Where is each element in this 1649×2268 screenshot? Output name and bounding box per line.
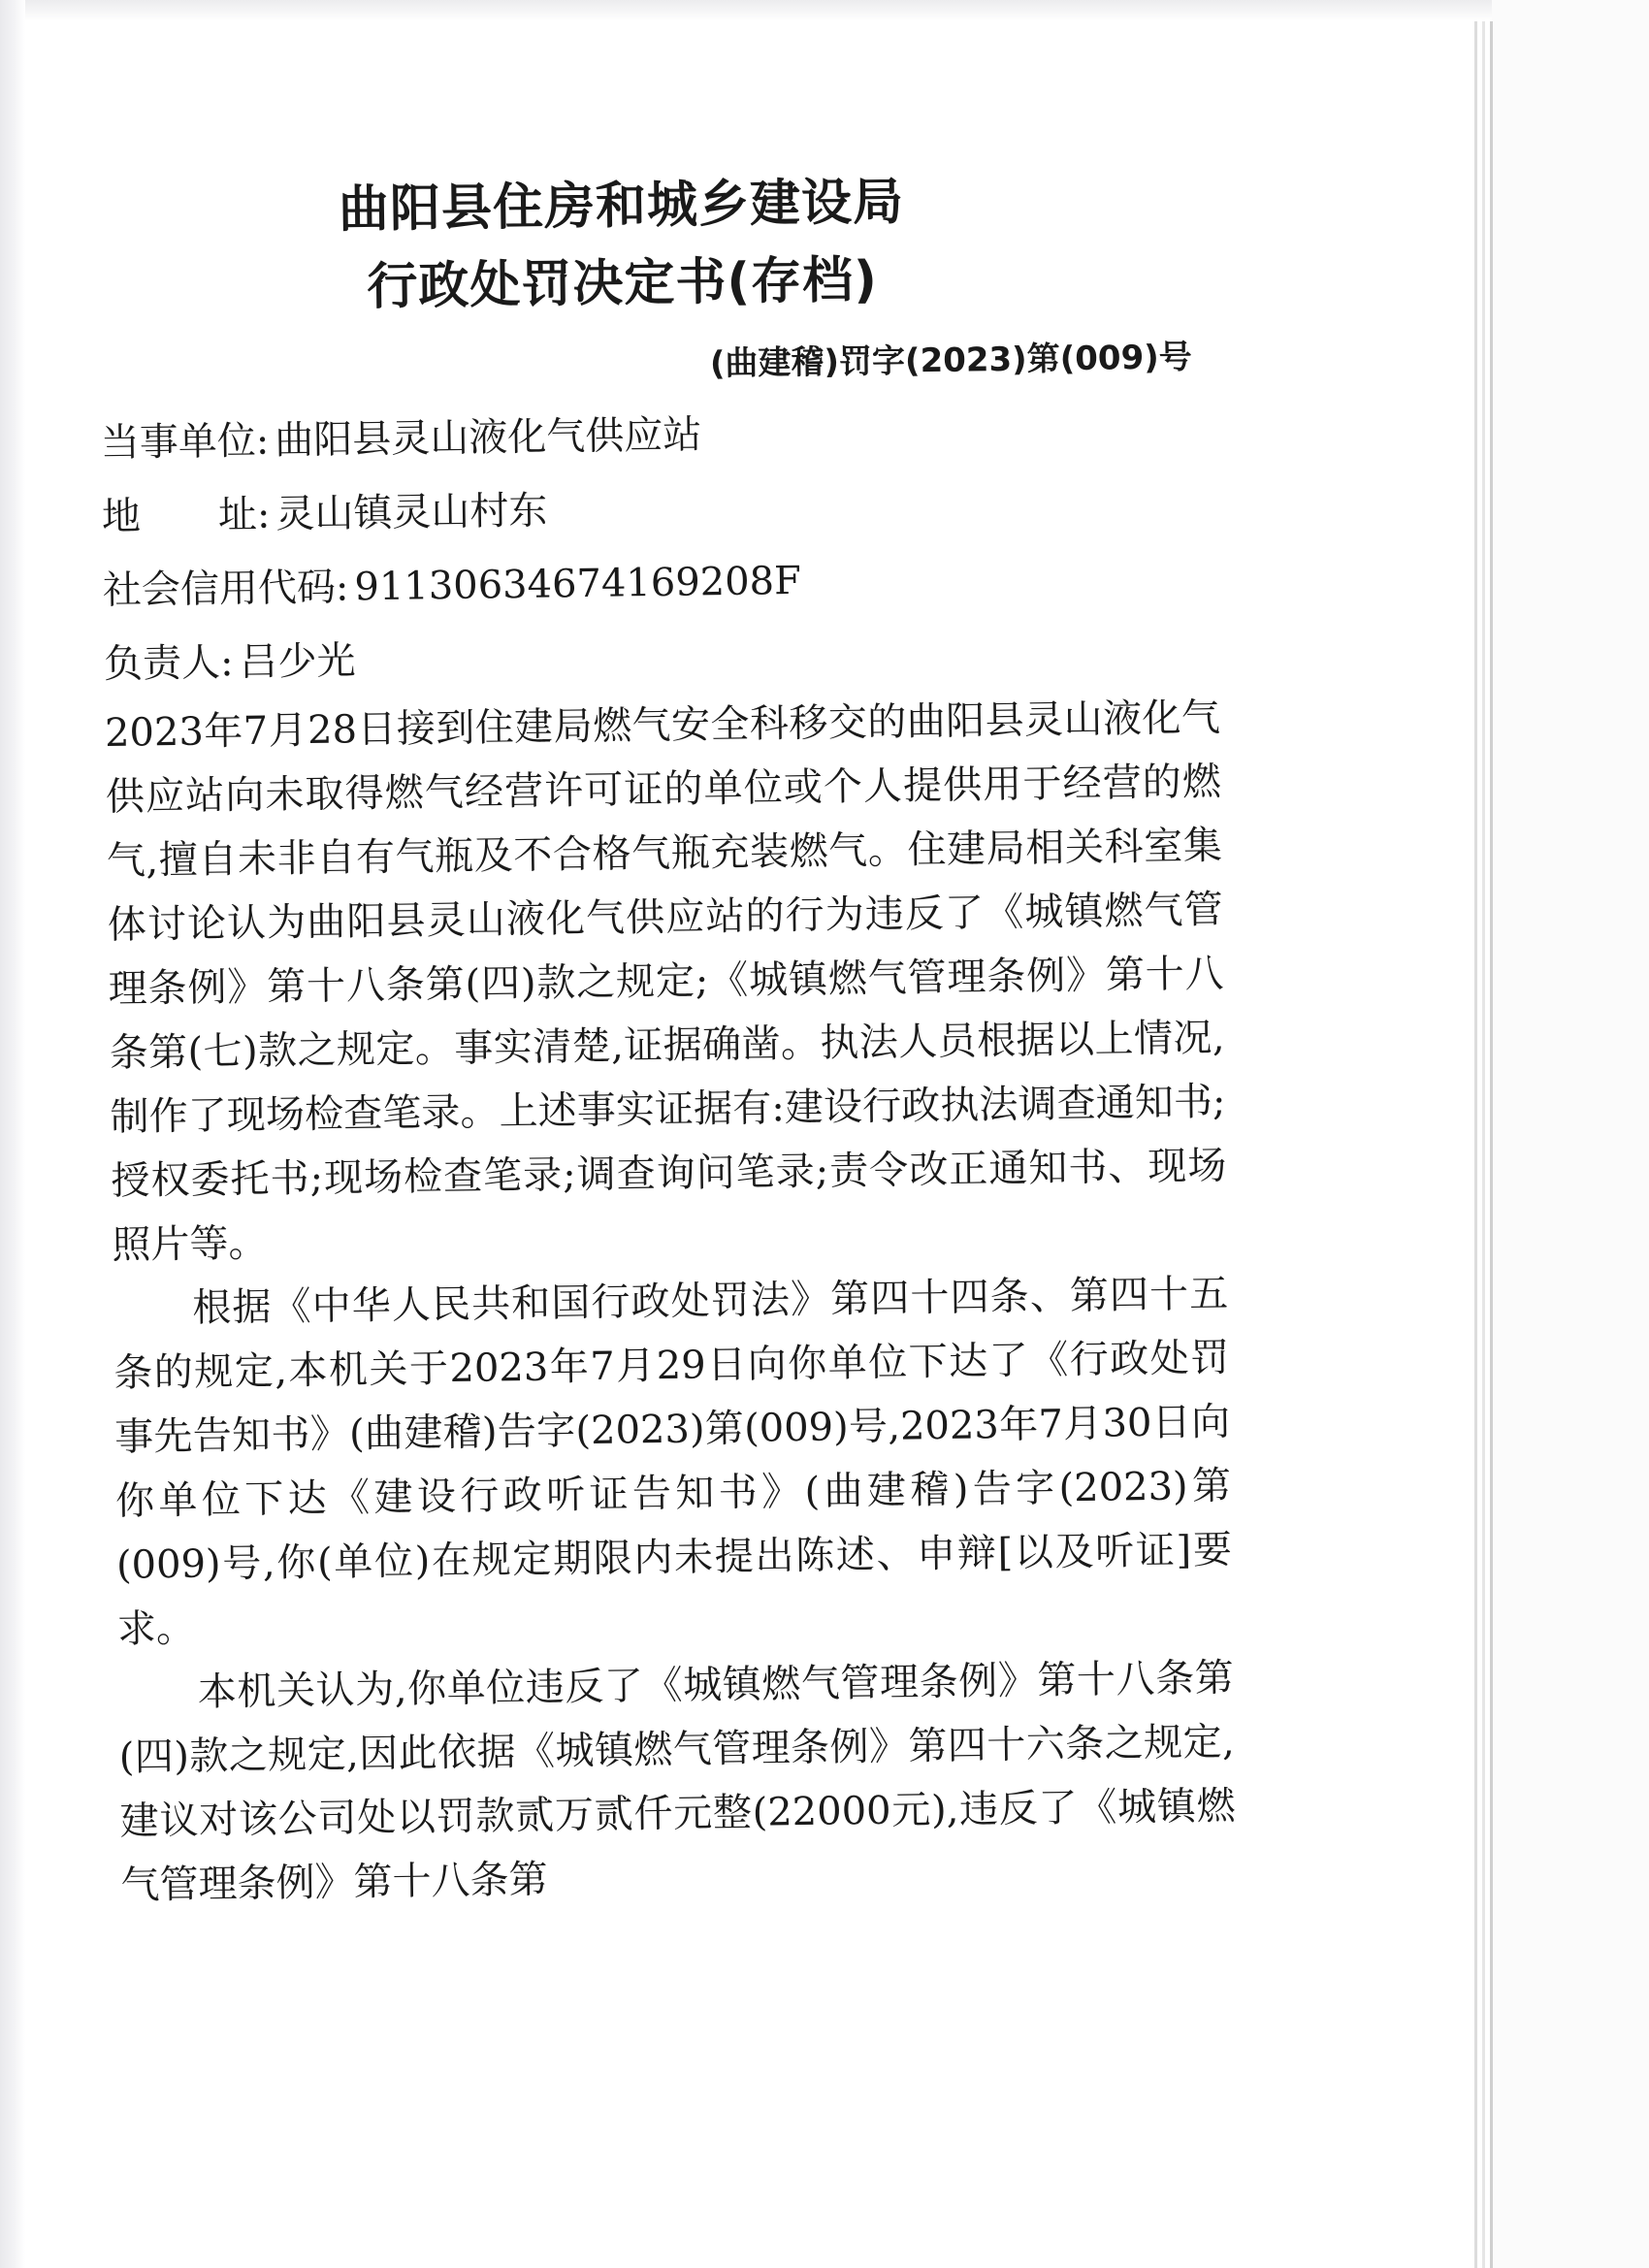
address-label: 地 址: (101, 492, 271, 539)
page-edge-line (1490, 21, 1493, 2268)
responsible-label: 负责人: (103, 640, 234, 687)
facts-paragraph: 2023年7月28日接到住建局燃气安全科移交的曲阳县灵山液化气供应站向未取得燃气经营许可证的单位或个人提供用于经营的燃气,擅自未非自有气瓶及不合格气瓶充装燃气。住建局相关科室集体讨论认为曲阳县灵山液化气供应站的行为违反了《城镇燃气管理条例》第十八条第(四)款之规定;《城镇燃气管理条例》第十八条第(七)款之规定。事实清楚,证据确凿。执法人员根据以上情况,制作了现场检查笔录。上述事实证据有:建设行政执法调查通知书;授权委托书;现场检查笔录;调查询问笔录;责令改正通知书、现场照片等。 (104, 695, 1227, 1268)
page-edge-line (1482, 21, 1485, 2268)
scan-top-shadow (0, 0, 1649, 21)
party-label: 当事单位: (100, 418, 270, 466)
scan-left-shadow (0, 0, 25, 2268)
credit-code-label: 社会信用代码: (102, 565, 349, 613)
page-edge-line (1474, 21, 1477, 2268)
credit-code-value: 91130634674169208F (354, 558, 802, 610)
decision-document (97, 159, 1266, 1918)
party-value: 曲阳县灵山液化气供应站 (275, 412, 702, 464)
document-title-line2: 行政处罚决定书(存档) (366, 250, 879, 317)
responsible-value: 吕少光 (239, 638, 356, 686)
decision-paragraph: 本机关认为,你单位违反了《城镇燃气管理条例》第十八条第(四)款之规定,因此依据《城镇燃气管理条例》第四十六条之规定,建议对该公司处以罚款贰万贰仟元整(22000元),违反了《城镇燃气管理条例》第十八条第 (118, 1655, 1236, 1908)
address-value: 灵山镇灵山村东 (275, 488, 548, 537)
procedure-paragraph: 根据《中华人民共和国行政处罚法》第四十四条、第四十五条的规定,本机关于2023年7月29日向你单位下达了《行政处罚事先告知书》(曲建稽)告字(2023)第(009)号,2023年7月30日向你单位下达《建设行政听证告知书》(曲建稽)告字(2023)第(009)号,你(单位)在规定期限内未提出陈述、申辩[以及听证]要求。 (113, 1271, 1233, 1652)
scanner-bed (1492, 0, 1649, 2268)
document-number: (曲建稽)罚字(2023)第(009)号 (709, 338, 1193, 384)
document-title-line1: 曲阳县住房和城乡建设局 (338, 173, 905, 240)
